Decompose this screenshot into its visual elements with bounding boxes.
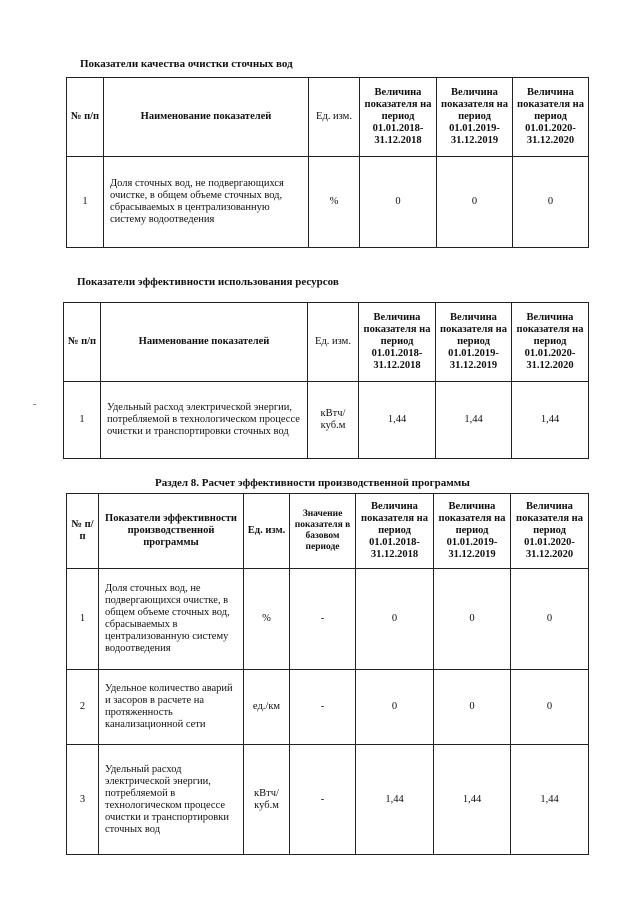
col-num-header: № п/п <box>67 78 104 157</box>
efficiency-table <box>66 493 589 855</box>
row-value-2019: 1,44 <box>436 382 512 459</box>
row-value-2020: 0 <box>513 157 589 248</box>
col-name-header: Наименование показателей <box>101 303 308 382</box>
row-value-2018: 0 <box>360 157 437 248</box>
col-num-header: № п/п <box>67 494 99 569</box>
row-value-2019: 0 <box>437 157 513 248</box>
row-name: Удельное количество аварий и засоров в расчете на протяженность канализационной сети <box>99 670 244 745</box>
row-num: 3 <box>67 745 99 855</box>
col-unit-header: Ед. изм. <box>309 78 360 157</box>
col-unit-header: Ед. изм. <box>308 303 359 382</box>
row-unit: % <box>309 157 360 248</box>
table-row <box>67 569 589 670</box>
row-base: - <box>290 670 356 745</box>
table-header-row <box>64 303 589 382</box>
col-unit-header: Ед. изм. <box>244 494 290 569</box>
row-value-2018: 0 <box>356 670 434 745</box>
row-unit: кВтч/ куб.м <box>308 382 359 459</box>
table-row <box>64 382 589 459</box>
row-unit: ед./км <box>244 670 290 745</box>
row-value-2020: 1,44 <box>511 745 589 855</box>
row-value-2019: 0 <box>434 569 511 670</box>
row-unit: кВтч/ куб.м <box>244 745 290 855</box>
col-2020-header: Величина показателя на период 01.01.2020-31.12.2020 <box>511 494 589 569</box>
section3-title: Раздел 8. Расчет эффективности производственной программы <box>155 477 470 489</box>
scan-mark <box>33 404 36 405</box>
row-base: - <box>290 569 356 670</box>
col-2018-header: Величина показателя на период 01.01.2018-31.12.2018 <box>360 78 437 157</box>
table-row <box>67 157 589 248</box>
col-2018-header: Величина показателя на период 01.01.2018-31.12.2018 <box>356 494 434 569</box>
col-2019-header: Величина показателя на период 01.01.2019-31.12.2019 <box>437 78 513 157</box>
row-value-2020: 1,44 <box>512 382 589 459</box>
table-row <box>67 670 589 745</box>
table-header-row <box>67 78 589 157</box>
row-value-2018: 1,44 <box>359 382 436 459</box>
row-name: Удельный расход электрической энергии, потребляемой в технологическом процессе очистки и транспортировки сточных вод <box>99 745 244 855</box>
quality-table <box>66 77 589 248</box>
row-num: 2 <box>67 670 99 745</box>
row-value-2018: 1,44 <box>356 745 434 855</box>
col-2020-header: Величина показателя на период 01.01.2020-31.12.2020 <box>512 303 589 382</box>
section2-title: Показатели эффективности использования ресурсов <box>77 276 339 288</box>
row-value-2018: 0 <box>356 569 434 670</box>
row-num: 1 <box>67 569 99 670</box>
col-2018-header: Величина показателя на период 01.01.2018-31.12.2018 <box>359 303 436 382</box>
row-name: Доля сточных вод, не подвергающихся очистке, в общем объеме сточных вод, сбрасываемых в централизованную систему водоотведения <box>99 569 244 670</box>
col-2019-header: Величина показателя на период 01.01.2019-31.12.2019 <box>434 494 511 569</box>
row-value-2020: 0 <box>511 670 589 745</box>
col-name-header: Показатели эффективности производственной программы <box>99 494 244 569</box>
resources-table <box>63 302 589 459</box>
row-num: 1 <box>67 157 104 248</box>
col-2020-header: Величина показателя на период 01.01.2020-31.12.2020 <box>513 78 589 157</box>
row-value-2019: 0 <box>434 670 511 745</box>
row-base: - <box>290 745 356 855</box>
row-name: Удельный расход электрической энергии, потребляемой в технологическом процессе очистки и транспортировки сточных вод <box>101 382 308 459</box>
col-num-header: № п/п <box>64 303 101 382</box>
col-2019-header: Величина показателя на период 01.01.2019-31.12.2019 <box>436 303 512 382</box>
row-value-2019: 1,44 <box>434 745 511 855</box>
table-header-row <box>67 494 589 569</box>
section1-title: Показатели качества очистки сточных вод <box>80 58 293 70</box>
table-row <box>67 745 589 855</box>
row-unit: % <box>244 569 290 670</box>
row-name: Доля сточных вод, не подвергающихся очистке, в общем объеме сточных вод, сбрасываемых в централизованную систему водоотведения <box>104 157 309 248</box>
row-value-2020: 0 <box>511 569 589 670</box>
col-base-header: Значение показателя в базовом периоде <box>290 494 356 569</box>
col-name-header: Наименование показателей <box>104 78 309 157</box>
row-num: 1 <box>64 382 101 459</box>
